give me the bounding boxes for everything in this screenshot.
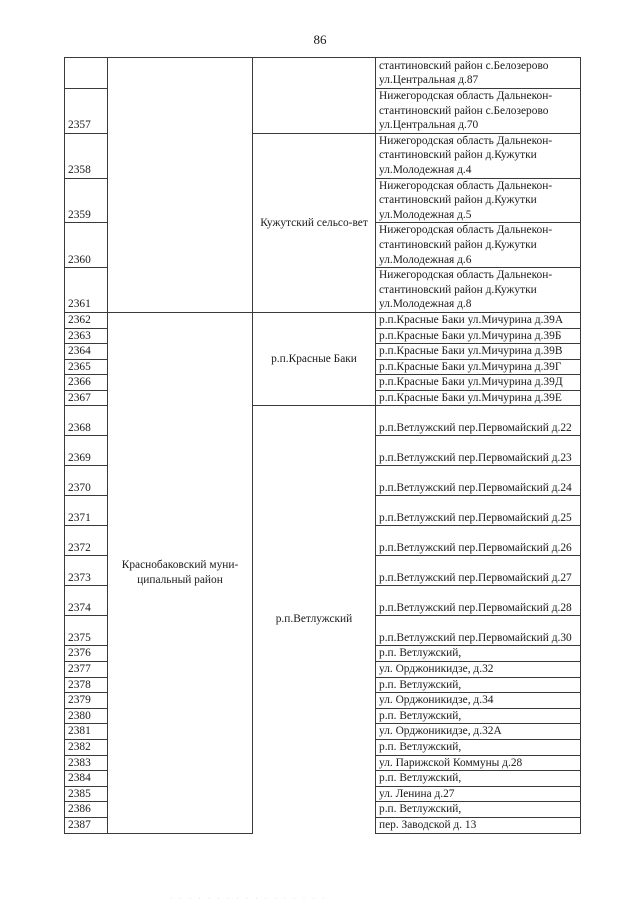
settlement-cell: р.п.Красные Баки — [253, 312, 376, 406]
row-number: 2358 — [65, 133, 108, 178]
row-number: 2375 — [65, 616, 108, 646]
address-cell: р.п.Красные Баки ул.Мичурина д.39Б — [376, 328, 581, 344]
address-cell: р.п.Ветлужский пер.Первомайский д.28 — [376, 586, 581, 616]
address-cell: Нижегородская область Дальнекон-стантиновский район д.Кужутки ул.Молодежная д.4 — [376, 133, 581, 178]
address-cell: Нижегородская область Дальнекон-стантиновский район д.Кужутки ул.Молодежная д.5 — [376, 178, 581, 223]
address-cell: Нижегородская область Дальнекон-стантиновский район д.Кужутки ул.Молодежная д.6 — [376, 223, 581, 268]
row-number — [65, 58, 108, 89]
address-cell: ул. Орджоникидзе, д.32 — [376, 662, 581, 678]
row-number: 2387 — [65, 818, 108, 834]
address-cell: ул. Парижской Коммуны д.28 — [376, 755, 581, 771]
row-number: 2381 — [65, 724, 108, 740]
address-cell: р.п.Ветлужский пер.Первомайский д.22 — [376, 406, 581, 436]
address-cell: р.п.Ветлужский пер.Первомайский д.30 — [376, 616, 581, 646]
district-cell — [108, 58, 253, 313]
row-number: 2359 — [65, 178, 108, 223]
address-cell: р.п.Красные Баки ул.Мичурина д.39Е — [376, 390, 581, 406]
address-cell: ул. Ленина д.27 — [376, 786, 581, 802]
row-number: 2367 — [65, 390, 108, 406]
row-number: 2383 — [65, 755, 108, 771]
address-table — [64, 57, 581, 834]
settlement-cell: р.п.Ветлужский — [253, 406, 376, 833]
address-cell: р.п.Красные Баки ул.Мичурина д.39Д — [376, 375, 581, 391]
address-cell: ул. Орджоникидзе, д.32А — [376, 724, 581, 740]
address-cell: ул. Орджоникидзе, д.34 — [376, 693, 581, 709]
row-number: 2376 — [65, 646, 108, 662]
address-cell: р.п.Ветлужский пер.Первомайский д.26 — [376, 526, 581, 556]
address-cell: Нижегородская область Дальнекон-стантиновский район д.Кужутки ул.Молодежная д.8 — [376, 268, 581, 313]
district-cell: Краснобаковский муни-ципальный район — [108, 312, 253, 833]
settlement-cell — [253, 58, 376, 134]
row-number: 2384 — [65, 771, 108, 787]
row-number: 2372 — [65, 526, 108, 556]
row-number: 2380 — [65, 708, 108, 724]
address-cell: р.п.Красные Баки ул.Мичурина д.39В — [376, 344, 581, 360]
scan-artifact: · · · · · · · · · · · · · · · · · — [170, 896, 327, 902]
address-cell: Нижегородская область Дальнекон-стантиновский район с.Белозерово ул.Центральная д.70 — [376, 89, 581, 134]
row-number: 2374 — [65, 586, 108, 616]
settlement-cell: Кужутский сельсо-вет — [253, 133, 376, 312]
address-cell: р.п. Ветлужский, — [376, 802, 581, 818]
row-number: 2377 — [65, 662, 108, 678]
address-cell: р.п. Ветлужский, — [376, 646, 581, 662]
row-number: 2369 — [65, 436, 108, 466]
page-number: 86 — [313, 32, 327, 47]
row-number: 2370 — [65, 466, 108, 496]
row-number: 2366 — [65, 375, 108, 391]
address-cell: р.п.Ветлужский пер.Первомайский д.27 — [376, 556, 581, 586]
address-cell: р.п. Ветлужский, — [376, 708, 581, 724]
row-number: 2379 — [65, 693, 108, 709]
address-cell: стантиновский район с.Белозерово ул.Центральная д.87 — [376, 58, 581, 89]
row-number: 2386 — [65, 802, 108, 818]
row-number: 2365 — [65, 359, 108, 375]
table-row — [65, 58, 581, 89]
row-number: 2361 — [65, 268, 108, 313]
address-cell: р.п.Ветлужский пер.Первомайский д.24 — [376, 466, 581, 496]
row-number: 2378 — [65, 677, 108, 693]
row-number: 2385 — [65, 786, 108, 802]
row-number: 2363 — [65, 328, 108, 344]
row-number: 2360 — [65, 223, 108, 268]
row-number: 2357 — [65, 89, 108, 134]
address-cell: р.п.Красные Баки ул.Мичурина д.39А — [376, 312, 581, 328]
address-cell: р.п.Ветлужский пер.Первомайский д.23 — [376, 436, 581, 466]
row-number: 2364 — [65, 344, 108, 360]
address-cell: р.п. Ветлужский, — [376, 677, 581, 693]
address-cell: р.п. Ветлужский, — [376, 740, 581, 756]
address-cell: р.п.Красные Баки ул.Мичурина д.39Г — [376, 359, 581, 375]
address-cell: р.п.Ветлужский пер.Первомайский д.25 — [376, 496, 581, 526]
row-number: 2368 — [65, 406, 108, 436]
table-row — [65, 312, 581, 328]
row-number: 2371 — [65, 496, 108, 526]
row-number: 2373 — [65, 556, 108, 586]
row-number: 2382 — [65, 740, 108, 756]
row-number: 2362 — [65, 312, 108, 328]
address-cell: пер. Заводской д. 13 — [376, 818, 581, 834]
address-cell: р.п. Ветлужский, — [376, 771, 581, 787]
